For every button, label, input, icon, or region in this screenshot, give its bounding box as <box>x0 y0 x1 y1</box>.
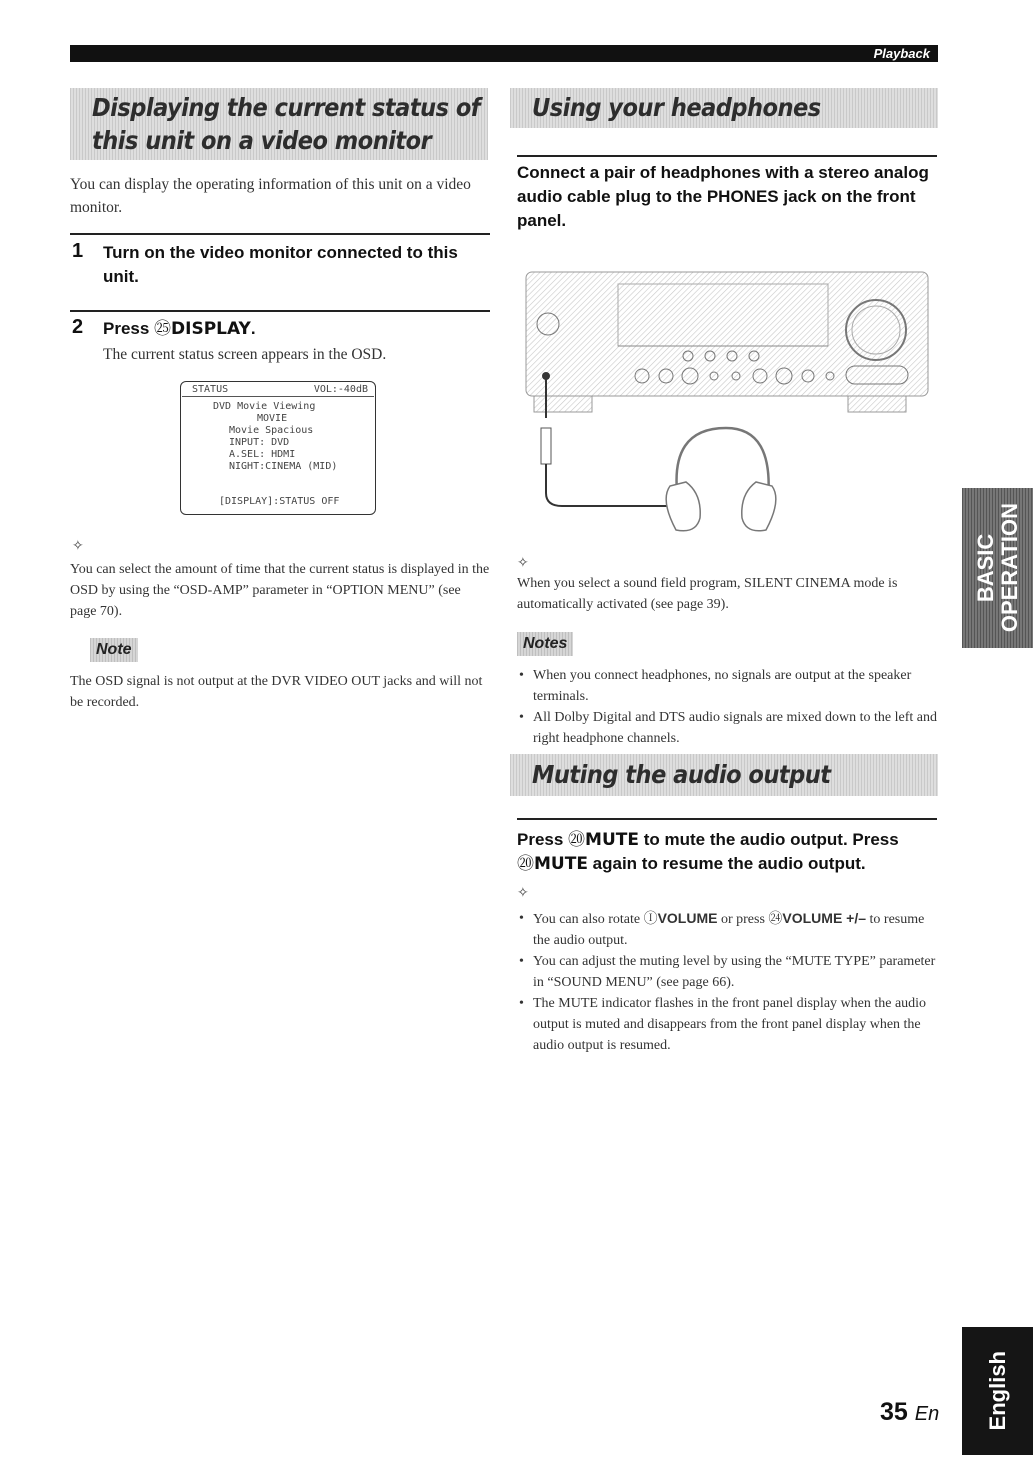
step-2-number: 2 <box>72 316 84 338</box>
section-banner-headphones <box>510 88 938 128</box>
tip-text: or press <box>717 912 769 927</box>
list-item <box>517 908 937 951</box>
osd-status-screen <box>180 381 376 515</box>
receiver-foot <box>848 396 906 412</box>
tab-english-label: English <box>984 1351 1010 1431</box>
osd-line: DVD Movie Viewing <box>213 401 316 412</box>
osd-line: Movie Spacious <box>229 425 314 436</box>
divider <box>70 233 490 235</box>
tab-basic-operation-label: BASIC OPERATION <box>972 503 1022 633</box>
osd-volume: VOL:-40dB <box>313 384 368 395</box>
mute-text: Press <box>517 830 569 849</box>
banner-headphones-title: Using your headphones <box>532 93 821 122</box>
section-label: Playback <box>873 46 930 61</box>
step-1-number: 1 <box>72 240 84 262</box>
banner-line-2: this unit on a video monitor <box>92 126 432 155</box>
intro-text: You can display the operating information of this unit on a video monitor. <box>70 176 471 216</box>
tab-english[interactable] <box>962 1327 1033 1455</box>
page-number <box>880 1398 939 1427</box>
divider <box>517 155 937 157</box>
mute-instruction <box>517 828 937 876</box>
osd-status-label: STATUS <box>192 384 229 395</box>
header-bar <box>70 45 938 62</box>
mute-text: to mute the audio output. Press <box>638 830 899 849</box>
step-1-text: Turn on the video monitor connected to this unit. <box>103 243 458 286</box>
mute-key-label: MUTE <box>585 830 639 850</box>
mute-key-icon: ⑳ <box>517 854 534 874</box>
step-2-end: . <box>250 319 256 338</box>
banner-muting-title: Muting the audio output <box>532 760 831 789</box>
display-key-icon: ㉕ <box>154 319 172 339</box>
notes-list <box>517 665 937 749</box>
osd-line: MOVIE <box>257 413 288 424</box>
list-item: • The MUTE indicator flashes in the front panel display when the audio output is muted and disappears from the front panel display when the audio output is resumed. <box>517 993 937 1056</box>
receiver-body <box>526 272 928 396</box>
page-language-suffix: En <box>914 1403 940 1425</box>
banner-line-1: Displaying the current status of <box>92 93 481 122</box>
volume-key-icon: ㉔ <box>768 911 783 927</box>
headphone-plug <box>541 428 551 464</box>
notes-label: Notes <box>517 632 573 656</box>
step-2-text <box>103 317 488 341</box>
note-text: The OSD signal is not output at the DVR VIDEO OUT jacks and will not be recorded. <box>70 674 483 710</box>
mute-key-icon: ⑳ <box>568 830 586 850</box>
tip-icon: ✧ <box>517 885 529 901</box>
step-2-press: Press <box>103 319 155 338</box>
osd-header <box>182 382 374 397</box>
mute-key-label: MUTE <box>534 854 588 874</box>
list-item: • When you connect headphones, no signals are output at the speaker terminals. <box>517 665 937 707</box>
volume-knob-icon: Ⓘ <box>643 911 658 927</box>
page-number-value: 35 <box>880 1398 908 1426</box>
receiver-headphones-illustration <box>510 268 938 538</box>
divider <box>517 818 937 820</box>
section-banner-display-status <box>70 88 488 160</box>
mute-tips-list <box>517 908 937 1056</box>
list-item: • All Dolby Digital and DTS audio signals are mixed down to the left and right headphone channels. <box>517 707 937 749</box>
headphones-instruction: Connect a pair of headphones with a stereo analog audio cable plug to the PHONES jack on the front panel. <box>517 163 929 230</box>
tip-icon: ✧ <box>517 555 529 571</box>
tip-text: to resume the audio output. <box>533 912 925 948</box>
osd-line: INPUT: DVD <box>229 437 290 448</box>
osd-footer: [DISPLAY]:STATUS OFF <box>219 496 340 507</box>
mute-text: again to resume the audio output. <box>587 854 866 873</box>
receiver-foot <box>534 396 592 412</box>
display-key-label: DISPLAY <box>171 319 251 339</box>
volume-key-label: VOLUME +/– <box>782 910 867 926</box>
tip-text: You can also rotate <box>533 912 644 927</box>
step-2-description: The current status screen appears in the OSD. <box>103 346 387 363</box>
divider <box>70 310 490 312</box>
tip-text: When you select a sound field program, SILENT CINEMA mode is automatically activated (see page 39). <box>517 576 898 612</box>
tip-text: You can select the amount of time that the current status is displayed in the OSD by using the “OSD-AMP” parameter in “OPTION MENU” (see page 70). <box>70 562 490 619</box>
tab-basic-operation[interactable] <box>962 488 1033 648</box>
osd-line: A.SEL: HDMI <box>229 449 296 460</box>
volume-label: VOLUME <box>657 910 718 926</box>
section-banner-muting <box>510 754 938 796</box>
tip-icon: ✧ <box>72 538 84 554</box>
list-item: • You can adjust the muting level by using the “MUTE TYPE” parameter in “SOUND MENU” (see page 66). <box>517 951 937 993</box>
note-label: Note <box>90 638 138 662</box>
osd-line: NIGHT:CINEMA (MID) <box>229 461 338 472</box>
